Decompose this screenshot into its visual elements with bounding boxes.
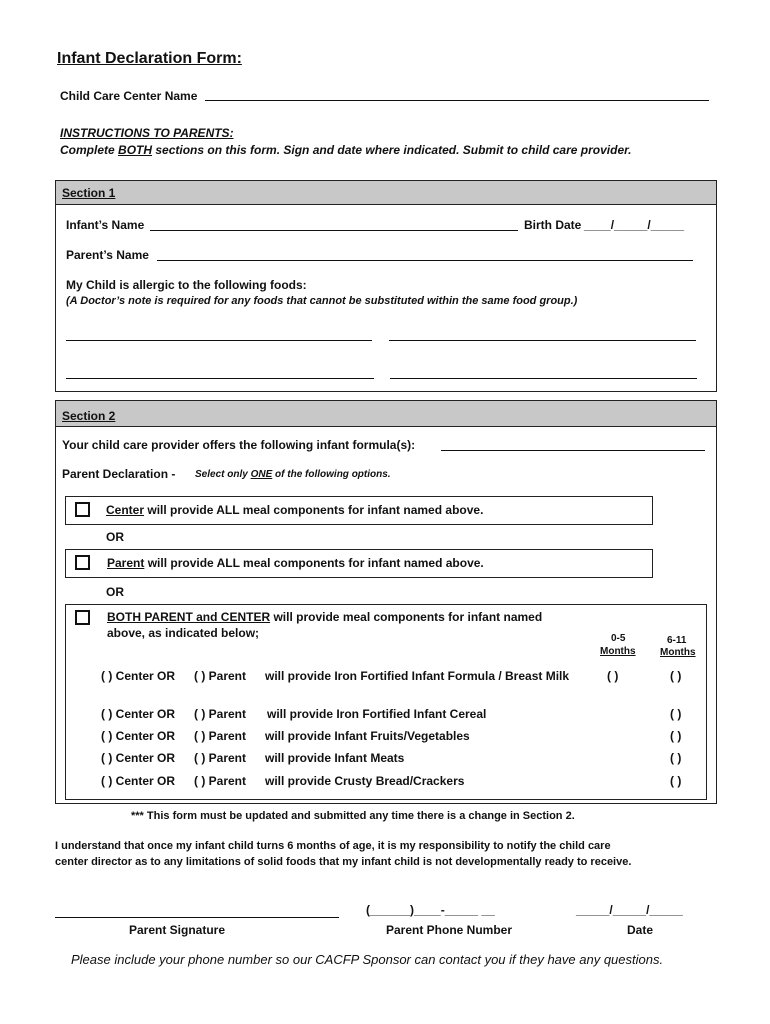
row4-center-choice[interactable]: ( ) Center OR — [101, 751, 176, 765]
formula-field[interactable] — [441, 438, 705, 451]
option-both-checkbox[interactable] — [75, 610, 90, 625]
row4-col2-choice[interactable]: ( ) — [670, 751, 682, 765]
row4-parent-choice[interactable]: ( ) Parent — [194, 751, 247, 765]
row5-col2-choice[interactable]: ( ) — [670, 774, 682, 788]
date-field[interactable]: _____/_____/_____ — [576, 903, 683, 917]
option-center-checkbox[interactable] — [75, 502, 90, 517]
center-name-field[interactable] — [205, 88, 709, 101]
birth-date-field[interactable]: ____/_____/_____ — [584, 218, 685, 232]
row1-parent-choice[interactable]: ( ) Parent — [194, 669, 247, 683]
allergy-field-4[interactable] — [390, 368, 697, 379]
row3-col2-choice[interactable]: ( ) — [670, 729, 682, 743]
parent-name-label: Parent’s Name — [66, 248, 149, 262]
update-note: *** This form must be updated and submitted any time there is a change in Section 2. — [131, 810, 575, 822]
allergy-field-2[interactable] — [389, 330, 696, 341]
col1-unit: Months — [600, 646, 636, 657]
allergy-field-1[interactable] — [66, 330, 372, 341]
col2-range: 6-11 — [667, 635, 687, 646]
allergy-label: My Child is allergic to the following foods: — [66, 278, 307, 292]
row3-parent-choice[interactable]: ( ) Parent — [194, 729, 247, 743]
option-parent-label: Parent will provide ALL meal components for infant named above. — [107, 556, 484, 570]
section-1-header — [56, 181, 716, 205]
section-2-title: Section 2 — [62, 409, 116, 423]
infant-name-field[interactable] — [150, 218, 518, 231]
row1-col1-choice[interactable]: ( ) — [607, 669, 619, 683]
col2-unit: Months — [660, 647, 696, 658]
phone-field[interactable]: (______)____-_____ __ — [366, 903, 495, 917]
footer-note: Please include your phone number so our CACFP Sponsor can contact you if they have any questions. — [71, 952, 664, 967]
row4-item: will provide Infant Meats — [265, 751, 405, 765]
infant-name-label: Infant’s Name — [66, 218, 145, 232]
row5-item: will provide Crusty Bread/Crackers — [265, 774, 465, 788]
or-label-1: OR — [106, 530, 124, 544]
understand-line-2: center director as to any limitations of solid foods that my infant child is not developmentally ready to receive. — [55, 856, 632, 868]
or-label-2: OR — [106, 585, 124, 599]
option-center-label: Center will provide ALL meal components for infant named above. — [106, 503, 484, 517]
page-title: Infant Declaration Form: — [57, 50, 242, 67]
row5-center-choice[interactable]: ( ) Center OR — [101, 774, 176, 788]
declaration-label: Parent Declaration - — [62, 467, 176, 481]
section-2-header — [56, 401, 716, 427]
allergy-field-3[interactable] — [66, 368, 374, 379]
row1-item: will provide Iron Fortified Infant Formula / Breast Milk — [265, 669, 570, 683]
phone-label: Parent Phone Number — [386, 923, 513, 937]
signature-field[interactable] — [55, 905, 339, 918]
row1-center-choice[interactable]: ( ) Center OR — [101, 669, 176, 683]
row2-parent-choice[interactable]: ( ) Parent — [194, 707, 247, 721]
option-both-label: BOTH PARENT and CENTER will provide meal components for infant named — [107, 610, 543, 624]
formula-label: Your child care provider offers the following infant formula(s): — [62, 438, 416, 452]
allergy-note: (A Doctor’s note is required for any foods that cannot be substituted within the same food group.) — [66, 295, 578, 307]
select-instruction: Select only ONE of the following options. — [195, 469, 391, 480]
instructions-heading: INSTRUCTIONS TO PARENTS: — [60, 126, 234, 140]
row2-col2-choice[interactable]: ( ) — [670, 707, 682, 721]
understand-line-1: I understand that once my infant child turns 6 months of age, it is my responsibility to notify the child care — [55, 840, 611, 852]
row2-center-choice[interactable]: ( ) Center OR — [101, 707, 176, 721]
parent-name-field[interactable] — [157, 248, 693, 261]
signature-label: Parent Signature — [129, 923, 226, 937]
col1-range: 0-5 — [611, 633, 626, 644]
option-both-label-line2: above, as indicated below; — [107, 626, 260, 640]
row2-item: will provide Iron Fortified Infant Cereal — [267, 707, 487, 721]
date-label: Date — [627, 923, 654, 937]
instructions-text: Complete BOTH sections on this form. Sign and date where indicated. Submit to child care provider. — [60, 143, 632, 157]
center-name-label: Child Care Center Name — [60, 89, 198, 103]
row3-item: will provide Infant Fruits/Vegetables — [265, 729, 470, 743]
section-1-title: Section 1 — [62, 186, 116, 200]
row5-parent-choice[interactable]: ( ) Parent — [194, 774, 247, 788]
row3-center-choice[interactable]: ( ) Center OR — [101, 729, 176, 743]
birth-date-label: Birth Date — [524, 218, 582, 232]
option-parent-checkbox[interactable] — [75, 555, 90, 570]
row1-col2-choice[interactable]: ( ) — [670, 669, 682, 683]
